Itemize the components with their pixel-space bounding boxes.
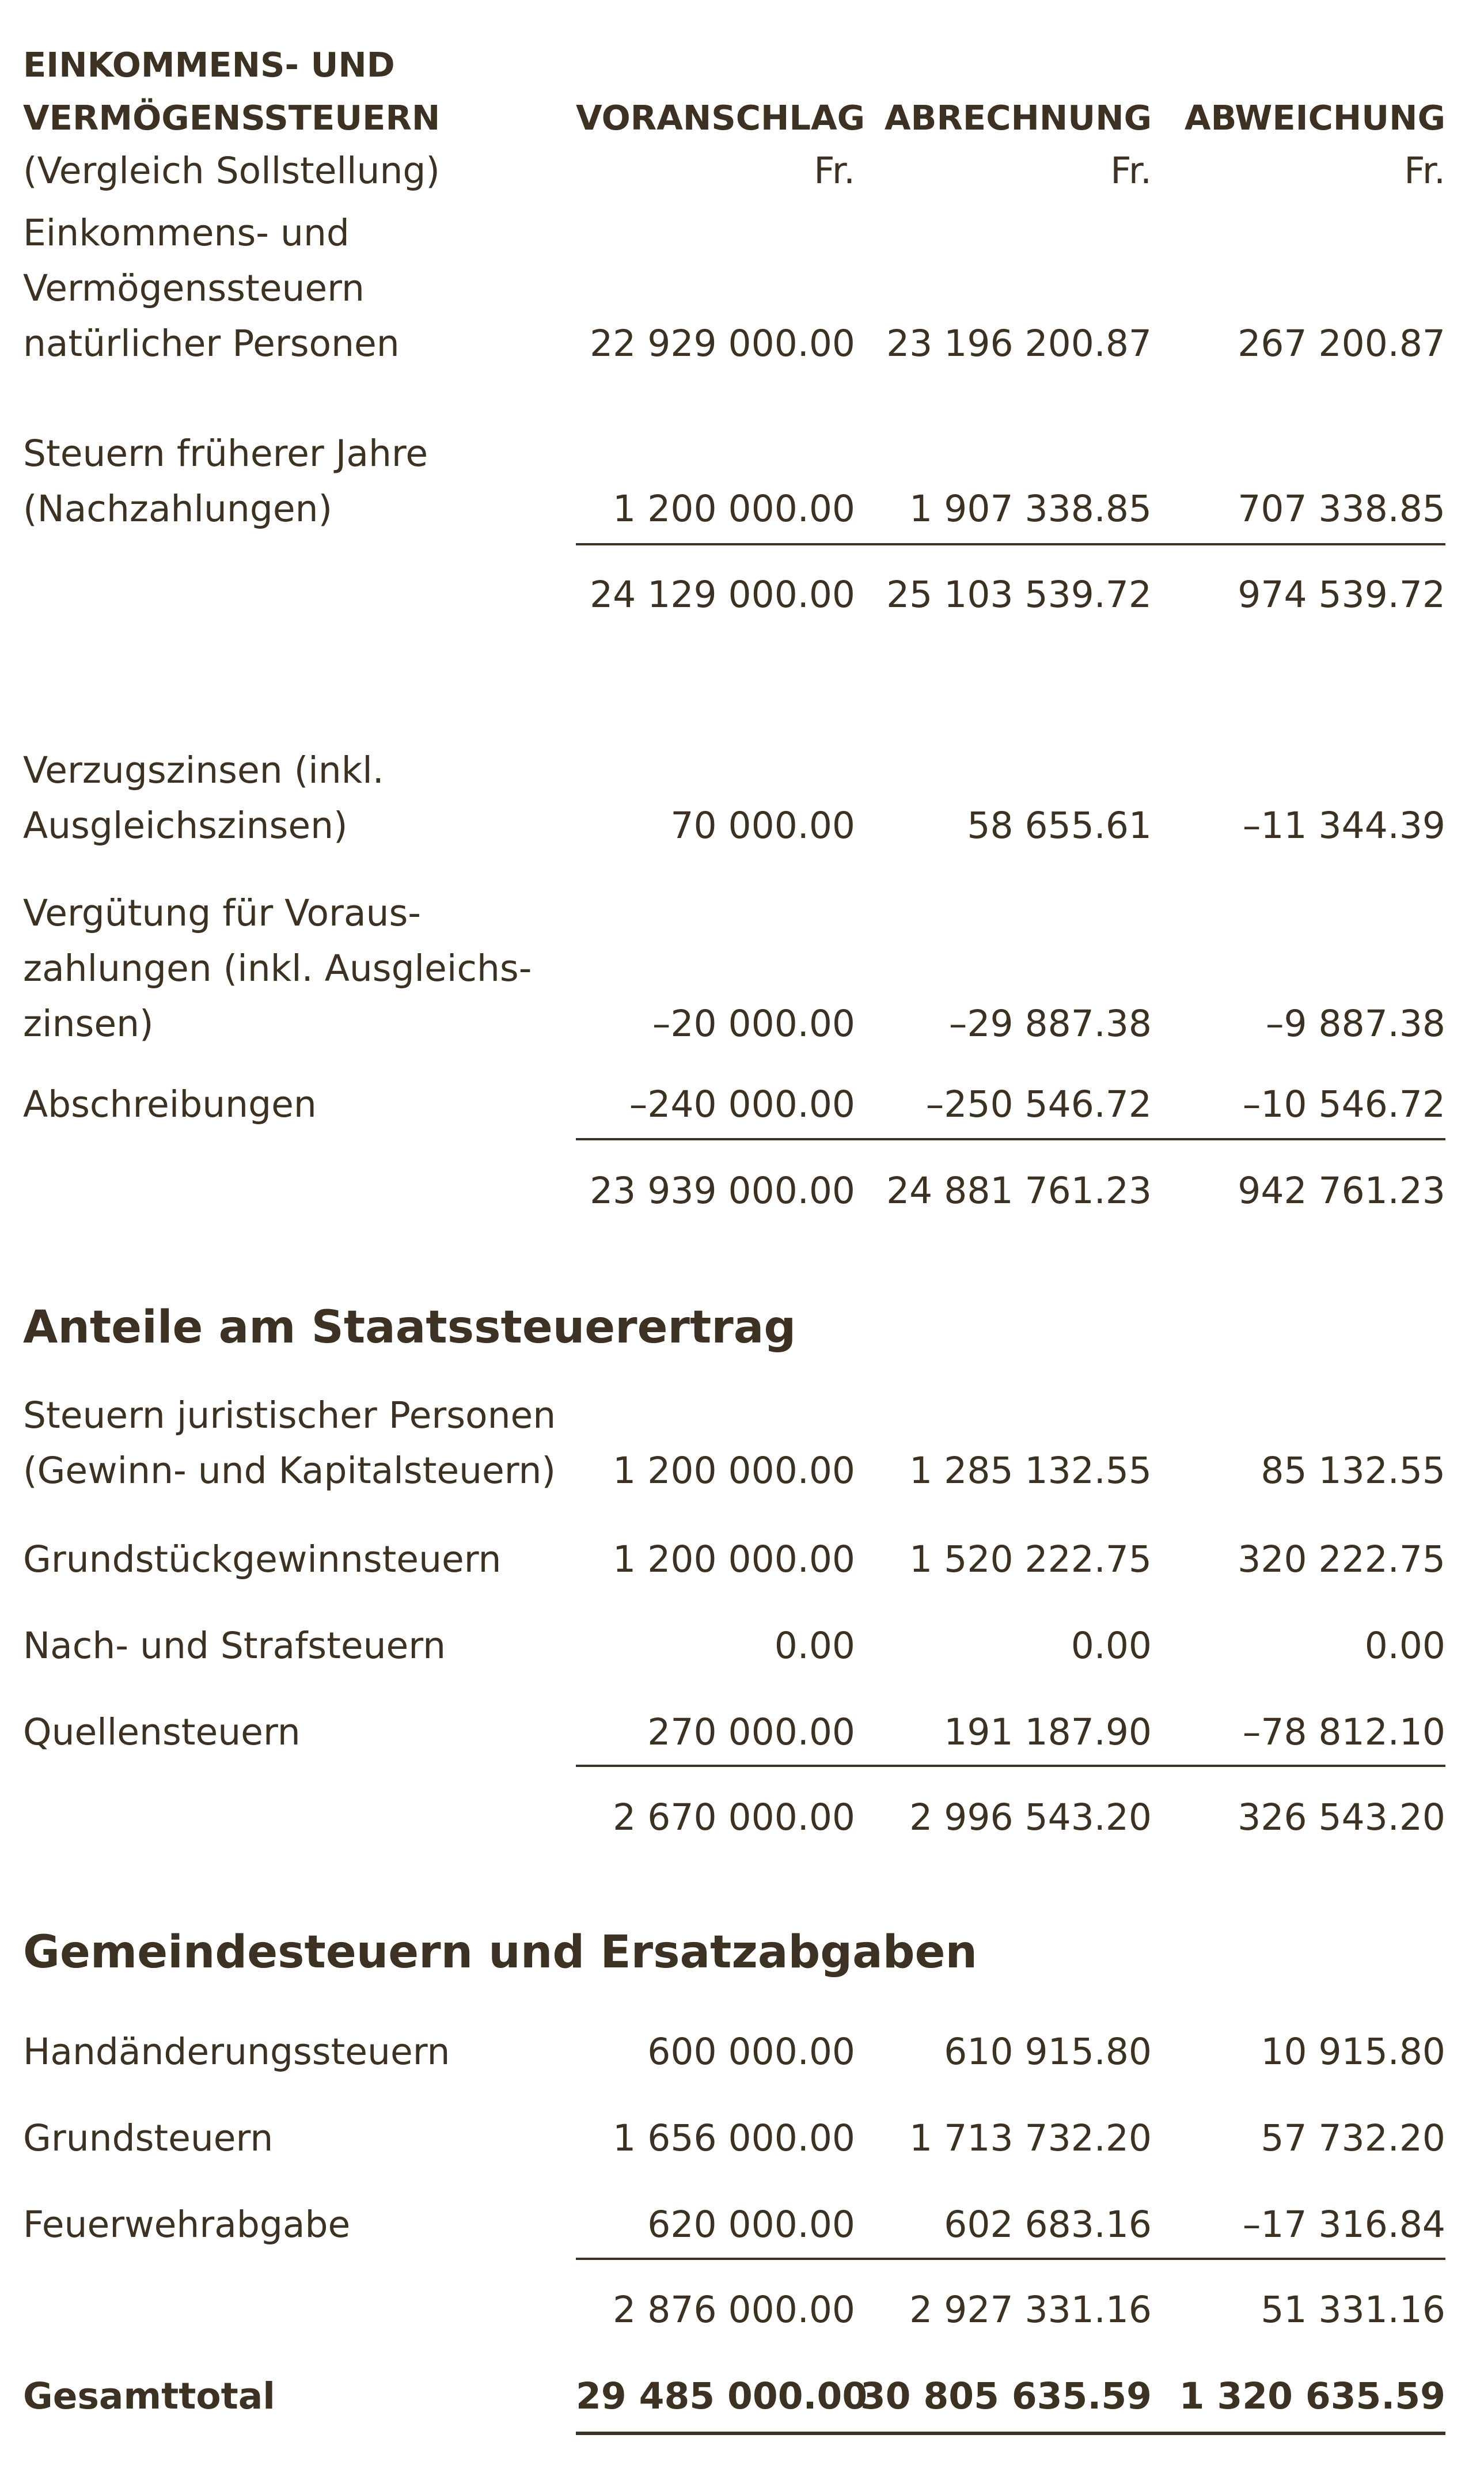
value-abweichung: –10 546.72 — [1242, 1083, 1445, 1125]
grand-total-voranschlag: 29 485 000.00 — [576, 2375, 868, 2417]
value-abrechnung: 23 196 200.87 — [886, 323, 1152, 365]
subtotal-row — [23, 2282, 1445, 2338]
table-row — [23, 1077, 1445, 1132]
row-label — [23, 743, 576, 854]
row-label-line: Ausgleichszinsen) — [23, 805, 348, 847]
value-abrechnung: 1 907 338.85 — [909, 488, 1152, 530]
value-voranschlag: 0.00 — [774, 1625, 855, 1667]
subtotal-rule — [576, 2258, 1445, 2260]
subtotal-voranschlag: 2 670 000.00 — [613, 1796, 855, 1838]
value-voranschlag: 620 000.00 — [647, 2204, 855, 2246]
table-row — [23, 1618, 1445, 1674]
value-abrechnung: –250 546.72 — [925, 1083, 1152, 1125]
unit-label-col3: Fr. — [1404, 150, 1445, 192]
value-abrechnung: 1 285 132.55 — [909, 1450, 1152, 1492]
row-label-line: natürlicher Personen — [23, 323, 400, 365]
row-label: Feuerwehrabgabe — [23, 2204, 351, 2246]
table-row — [23, 2024, 1445, 2080]
value-voranschlag: 70 000.00 — [670, 805, 855, 847]
value-abrechnung: 1 713 732.20 — [909, 2117, 1152, 2159]
value-abweichung: –9 887.38 — [1265, 1003, 1445, 1045]
table-row — [23, 1532, 1445, 1587]
grand-total-label: Gesamttotal — [23, 2375, 275, 2417]
row-label-line: Verzugszinsen (inkl. — [23, 749, 384, 791]
row-label — [23, 886, 576, 1052]
subtotal-voranschlag: 23 939 000.00 — [590, 1170, 855, 1212]
grand-total-abrechnung: 30 805 635.59 — [860, 2375, 1152, 2417]
value-abweichung: –11 344.39 — [1242, 805, 1445, 847]
table-row — [23, 743, 1445, 858]
row-label-line: (Nachzahlungen) — [23, 488, 333, 530]
header-title-line1: EINKOMMENS- UND — [23, 45, 395, 85]
table-row — [23, 1388, 1445, 1503]
subtotal-rule — [576, 1765, 1445, 1767]
row-label-line: zahlungen (inkl. Ausgleichs- — [23, 947, 532, 989]
subtotal-abweichung: 51 331.16 — [1261, 2289, 1445, 2331]
section-title-anteile: Anteile am Staatssteuerertrag — [23, 1302, 796, 1353]
row-label-line: (Gewinn- und Kapitalsteuern) — [23, 1450, 556, 1492]
row-label-line: Steuern juristischer Personen — [23, 1394, 556, 1436]
subtotal-voranschlag: 24 129 000.00 — [590, 574, 855, 616]
subtotal-abweichung: 326 543.20 — [1238, 1796, 1445, 1838]
subtotal-rule — [576, 1138, 1445, 1140]
value-voranschlag: 1 656 000.00 — [613, 2117, 855, 2159]
value-abrechnung: 0.00 — [1071, 1625, 1152, 1667]
grand-total-abweichung: 1 320 635.59 — [1179, 2375, 1445, 2417]
row-label: Nach- und Strafsteuern — [23, 1625, 446, 1667]
table-row — [23, 2197, 1445, 2252]
subtotal-voranschlag: 2 876 000.00 — [613, 2289, 855, 2331]
row-label — [23, 426, 576, 537]
row-label: Grundsteuern — [23, 2117, 274, 2159]
header-subtitle: (Vergleich Sollstellung) — [23, 150, 440, 192]
subtotal-row — [23, 567, 1445, 623]
row-label-line: zinsen) — [23, 1003, 154, 1045]
value-abweichung: 320 222.75 — [1238, 1538, 1445, 1580]
table-row — [23, 206, 1445, 396]
value-abrechnung: 602 683.16 — [944, 2204, 1152, 2246]
row-label-line: Vermögenssteuern — [23, 267, 365, 309]
value-voranschlag: 270 000.00 — [647, 1711, 855, 1753]
value-abrechnung: 58 655.61 — [967, 805, 1152, 847]
value-abrechnung: 610 915.80 — [944, 2031, 1152, 2073]
subtotal-abweichung: 942 761.23 — [1238, 1170, 1445, 1212]
value-abweichung: 267 200.87 — [1238, 323, 1445, 365]
value-abweichung: –78 812.10 — [1242, 1711, 1445, 1753]
column-header-voranschlag: VORANSCHLAG — [576, 98, 866, 138]
table-row — [23, 426, 1445, 541]
value-abweichung: 707 338.85 — [1238, 488, 1445, 530]
row-label: Abschreibungen — [23, 1083, 317, 1125]
header-title-line2: VERMÖGENSSTEUERN — [23, 98, 441, 138]
grand-total-row — [23, 2369, 1445, 2424]
value-voranschlag: 600 000.00 — [647, 2031, 855, 2073]
value-abweichung: –17 316.84 — [1242, 2204, 1445, 2246]
section-title-gemeindesteuern: Gemeindesteuern und Ersatzabgaben — [23, 1927, 978, 1978]
value-voranschlag: 1 200 000.00 — [613, 488, 855, 530]
row-label-line: Vergütung für Voraus- — [23, 892, 422, 934]
row-label: Grundstückgewinnsteuern — [23, 1538, 502, 1580]
value-abweichung: 0.00 — [1364, 1625, 1445, 1667]
value-abrechnung: 1 520 222.75 — [909, 1538, 1152, 1580]
subtotal-abrechnung: 24 881 761.23 — [886, 1170, 1152, 1212]
table-row — [23, 1705, 1445, 1760]
row-label: Handänderungssteuern — [23, 2031, 450, 2073]
value-abrechnung: 191 187.90 — [944, 1711, 1152, 1753]
value-voranschlag: 22 929 000.00 — [590, 323, 855, 365]
row-label: Quellensteuern — [23, 1711, 301, 1753]
column-header-abweichung: ABWEICHUNG — [1184, 98, 1445, 138]
value-abweichung: 85 132.55 — [1261, 1450, 1445, 1492]
subtotal-abrechnung: 2 927 331.16 — [909, 2289, 1152, 2331]
unit-label-col2: Fr. — [1110, 150, 1152, 192]
unit-label-col1: Fr. — [814, 150, 855, 192]
subtotal-row — [23, 1163, 1445, 1219]
row-label-line: Steuern früherer Jahre — [23, 433, 428, 475]
value-voranschlag: –240 000.00 — [629, 1083, 855, 1125]
row-label — [23, 1388, 576, 1499]
row-label — [23, 206, 576, 371]
subtotal-abweichung: 974 539.72 — [1238, 574, 1445, 616]
tax-report-table — [23, 0, 1449, 2465]
subtotal-abrechnung: 2 996 543.20 — [909, 1796, 1152, 1838]
value-abweichung: 10 915.80 — [1261, 2031, 1445, 2073]
subtotal-abrechnung: 25 103 539.72 — [886, 574, 1152, 616]
row-label-line: Einkommens- und — [23, 212, 350, 254]
grand-total-rule — [576, 2432, 1445, 2435]
value-abrechnung: –29 887.38 — [948, 1003, 1152, 1045]
subtotal-rule — [576, 543, 1445, 545]
table-row — [23, 886, 1445, 1059]
column-header-abrechnung: ABRECHNUNG — [884, 98, 1152, 138]
value-abweichung: 57 732.20 — [1261, 2117, 1445, 2159]
value-voranschlag: 1 200 000.00 — [613, 1538, 855, 1580]
value-voranschlag: 1 200 000.00 — [613, 1450, 855, 1492]
table-row — [23, 2111, 1445, 2166]
subtotal-row — [23, 1790, 1445, 1845]
value-voranschlag: –20 000.00 — [652, 1003, 855, 1045]
